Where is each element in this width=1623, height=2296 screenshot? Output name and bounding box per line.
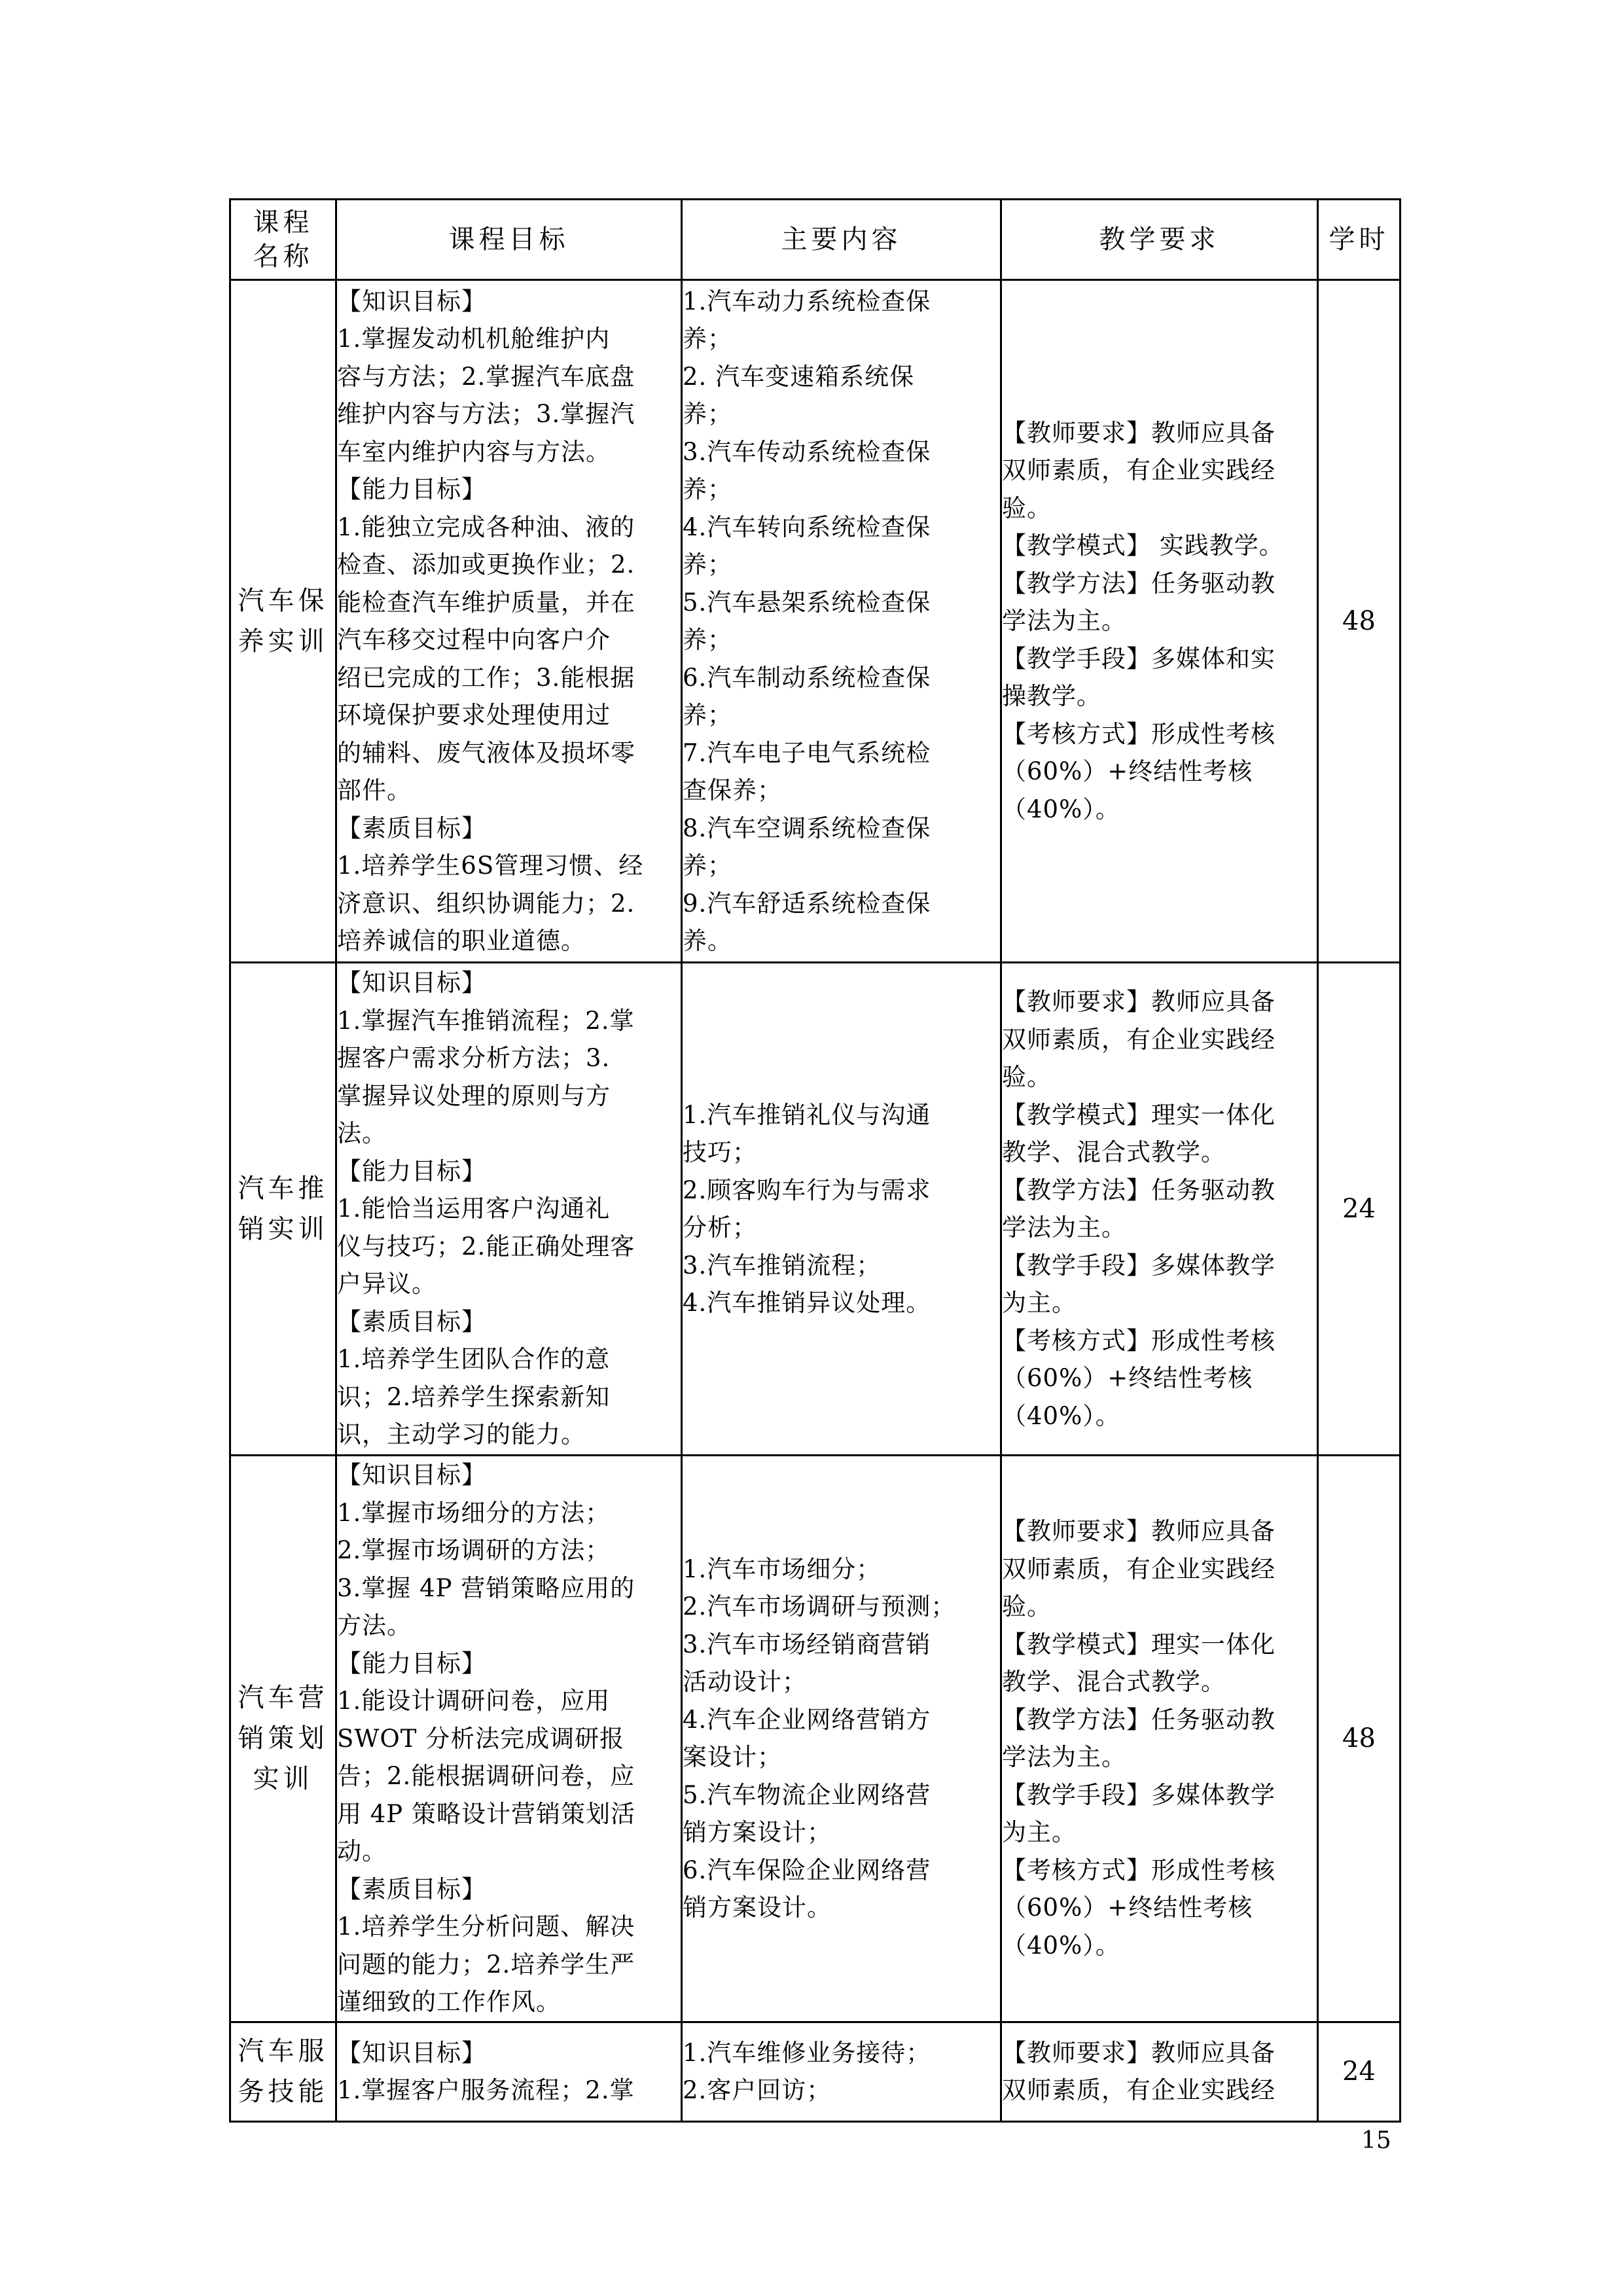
course-goals-cell [336,1456,682,2022]
requirements-line: 【考核方式】形成性考核 [1002,719,1275,748]
requirements-line: 学法为主。 [1002,1743,1126,1772]
course-table [229,198,1401,2123]
content-line: 销方案设计。 [683,1893,832,1922]
content-line: 技巧； [683,1138,757,1166]
content-line: 1.汽车推销礼仪与沟通 [683,1100,931,1129]
requirements-line: 操教学。 [1002,682,1101,711]
requirements-line: （60%）+终结性考核 [1002,1893,1253,1922]
goals-line: 环境保护要求处理使用过 [337,701,611,729]
goals-line: 1.能独立完成各种油、液的 [337,512,635,541]
goals-line: 【素质目标】 [337,1874,486,1903]
goals-line: 汽车移交过程中向客户介 [337,626,611,654]
requirements-line: 【考核方式】形成性考核 [1002,1856,1275,1884]
header-teaching-requirements: 教学要求 [1001,200,1318,280]
content-line: 1.汽车动力系统检查保 [683,287,931,315]
hours-cell: 24 [1318,2022,1400,2121]
content-line: 分析； [683,1213,757,1242]
content-line: 案设计； [683,1743,782,1772]
goals-line: 告；2.能根据调研问卷，应 [337,1762,635,1790]
course-name-cell: 汽车推 销实训 [230,963,336,1456]
goals-line: 掌握异议处理的原则与方 [337,1081,611,1110]
content-line: 养； [683,550,732,579]
goals-line: 用 4P 策略设计营销策划活 [337,1799,635,1828]
content-line: 6.汽车保险企业网络营 [683,1856,931,1884]
goals-line: 【知识目标】 [337,287,486,315]
course-content-cell [682,2022,1001,2121]
content-line: 7.汽车电子电气系统检 [683,738,931,767]
header-course-goals: 课程目标 [336,200,682,280]
goals-line: SWOT 分析法完成调研报 [337,1724,625,1753]
content-line: 4.汽车推销异议处理。 [683,1289,931,1317]
course-requirements-cell [1001,280,1318,963]
goals-line: 1.能恰当运用客户沟通礼 [337,1194,611,1223]
content-line: 养； [683,325,732,353]
requirements-line: 双师素质，有企业实践经 [1002,1025,1275,1054]
goals-line: 的辅料、废气液体及损坏零 [337,738,635,767]
requirements-line: 双师素质，有企业实践经 [1002,456,1275,485]
requirements-line: 【教学方法】任务驱动教 [1002,569,1275,598]
goals-line: 容与方法；2.掌握汽车底盘 [337,362,635,391]
goals-line: 1.掌握汽车推销流程；2.掌 [337,1006,635,1035]
content-line: 4.汽车转向系统检查保 [683,512,931,541]
goals-line: 握客户需求分析方法；3. [337,1044,611,1073]
requirements-line: 【教学手段】多媒体和实 [1002,644,1275,673]
content-line: 养； [683,852,732,880]
content-line: 养； [683,701,732,729]
requirements-line: 教学、混合式教学。 [1002,1138,1226,1166]
goals-line: 1.能设计调研问卷，应用 [337,1687,611,1715]
content-line: 养； [683,475,732,503]
hours-cell: 48 [1318,280,1400,963]
requirements-line: 学法为主。 [1002,607,1126,636]
content-line: 2.客户回访； [683,2076,832,2104]
goals-line: 2.掌握市场调研的方法； [337,1536,611,1564]
course-name-cell: 汽车营 销策划 实训 [230,1456,336,2022]
requirements-line: 【教师要求】教师应具备 [1002,1517,1275,1546]
requirements-line: （60%）+终结性考核 [1002,1364,1253,1392]
header-course-name: 课程 名称 [230,200,336,280]
requirements-line: 双师素质，有企业实践经 [1002,2076,1275,2104]
goals-line: 1.培养学生分析问题、解决 [337,1912,635,1941]
content-line: 查保养； [683,776,782,804]
hours-cell: 24 [1318,963,1400,1456]
requirements-line: 为主。 [1002,1289,1077,1317]
requirements-line: 【教学模式】理实一体化 [1002,1100,1275,1129]
requirements-line: 【教师要求】教师应具备 [1002,988,1275,1016]
hours-cell: 48 [1318,1456,1400,2022]
content-line: 养； [683,400,732,428]
content-line: 5.汽车物流企业网络营 [683,1780,931,1809]
goals-line: 绍已完成的工作；3.能根据 [337,663,635,692]
course-content-cell [682,280,1001,963]
content-line: 养； [683,626,732,654]
content-line: 1.汽车维修业务接待； [683,2038,931,2067]
goals-line: 3.掌握 4P 营销策略应用的 [337,1573,635,1602]
content-line: 2.汽车市场调研与预测； [683,1592,956,1621]
course-goals-cell [336,2022,682,2121]
table-row [230,1456,1400,2022]
content-line: 活动设计； [683,1668,807,1696]
requirements-line: 双师素质，有企业实践经 [1002,1554,1275,1583]
goals-line: 检查、添加或更换作业；2. [337,550,635,579]
requirements-line: 【教师要求】教师应具备 [1002,418,1275,447]
goals-line: 1.掌握客户服务流程；2.掌 [337,2076,635,2104]
requirements-line: 教学、混合式教学。 [1002,1668,1226,1696]
table-row [230,2022,1400,2121]
goals-line: 【知识目标】 [337,1461,486,1489]
requirements-line: 【教学方法】任务驱动教 [1002,1175,1275,1204]
goals-line: 问题的能力；2.培养学生严 [337,1950,635,1979]
requirements-line: 【教学模式】 实践教学。 [1002,531,1284,560]
goals-line: 1.掌握市场细分的方法； [337,1498,611,1527]
table-row [230,280,1400,963]
goals-line: 法。 [337,1119,387,1148]
course-name-cell: 汽车保 养实训 [230,280,336,963]
content-line: 2.顾客购车行为与需求 [683,1175,931,1204]
course-content-cell [682,1456,1001,2022]
goals-line: 济意识、组织协调能力；2. [337,889,635,918]
goals-line: 1.培养学生团队合作的意 [337,1345,611,1374]
goals-line: 1.培养学生6S管理习惯、经 [337,852,644,880]
goals-line: 【知识目标】 [337,2038,486,2067]
goals-line: 户异议。 [337,1270,437,1299]
header-main-content: 主要内容 [682,200,1001,280]
course-requirements-cell [1001,1456,1318,2022]
goals-line: 识；2.培养学生探索新知 [337,1382,611,1411]
goals-line: 维护内容与方法；3.掌握汽 [337,400,635,428]
goals-line: 【素质目标】 [337,1307,486,1336]
goals-line: 谨细致的工作作风。 [337,1988,561,2016]
table-header-row [230,200,1400,280]
content-line: 1.汽车市场细分； [683,1554,882,1583]
course-content-cell [682,963,1001,1456]
content-line: 4.汽车企业网络营销方 [683,1705,931,1734]
goals-line: 仪与技巧；2.能正确处理客 [337,1232,635,1261]
requirements-line: 【教学模式】理实一体化 [1002,1630,1275,1659]
goals-line: 方法。 [337,1611,412,1640]
goals-line: 动。 [337,1837,387,1865]
goals-line: 识，主动学习的能力。 [337,1420,586,1449]
requirements-line: 验。 [1002,1592,1052,1621]
content-line: 5.汽车悬架系统检查保 [683,588,931,617]
course-name-cell: 汽车服 务技能 [230,2022,336,2121]
table-row [230,963,1400,1456]
content-line: 6.汽车制动系统检查保 [683,663,931,692]
goals-line: 车室内维护内容与方法。 [337,437,611,466]
goals-line: 【能力目标】 [337,1649,486,1677]
requirements-line: （40%）。 [1002,1931,1120,1960]
goals-line: 【能力目标】 [337,1157,486,1185]
requirements-line: 【教学手段】多媒体教学 [1002,1251,1275,1280]
goals-line: 部件。 [337,776,412,804]
requirements-line: （60%）+终结性考核 [1002,757,1253,786]
goals-line: 【知识目标】 [337,969,486,997]
content-line: 3.汽车传动系统检查保 [683,437,931,466]
requirements-line: （40%）。 [1002,795,1120,823]
requirements-line: 为主。 [1002,1818,1077,1847]
course-goals-cell [336,280,682,963]
content-line: 3.汽车市场经销商营销 [683,1630,931,1659]
content-line: 销方案设计； [683,1818,832,1847]
requirements-line: 【教学方法】任务驱动教 [1002,1705,1275,1734]
goals-line: 【能力目标】 [337,475,486,503]
goals-line: 培养诚信的职业道德。 [337,927,586,955]
table-body [230,280,1400,2122]
requirements-line: （40%）。 [1002,1401,1120,1430]
course-requirements-cell [1001,2022,1318,2121]
course-requirements-cell [1001,963,1318,1456]
header-hours: 学时 [1318,200,1400,280]
requirements-line: 【教师要求】教师应具备 [1002,2038,1275,2067]
content-line: 8.汽车空调系统检查保 [683,814,931,842]
requirements-line: 验。 [1002,1063,1052,1091]
goals-line: 【素质目标】 [337,814,486,842]
content-line: 养。 [683,927,732,955]
goals-line: 能检查汽车维护质量，并在 [337,588,635,617]
requirements-line: 【教学手段】多媒体教学 [1002,1780,1275,1809]
requirements-line: 验。 [1002,493,1052,522]
page-number: 15 [1361,2127,1391,2154]
content-line: 9.汽车舒适系统检查保 [683,889,931,918]
course-goals-cell [336,963,682,1456]
goals-line: 1.掌握发动机机舱维护内 [337,325,611,353]
content-line: 3.汽车推销流程； [683,1251,882,1280]
content-line: 2. 汽车变速箱系统保 [683,362,915,391]
requirements-line: 【考核方式】形成性考核 [1002,1326,1275,1355]
requirements-line: 学法为主。 [1002,1213,1126,1242]
